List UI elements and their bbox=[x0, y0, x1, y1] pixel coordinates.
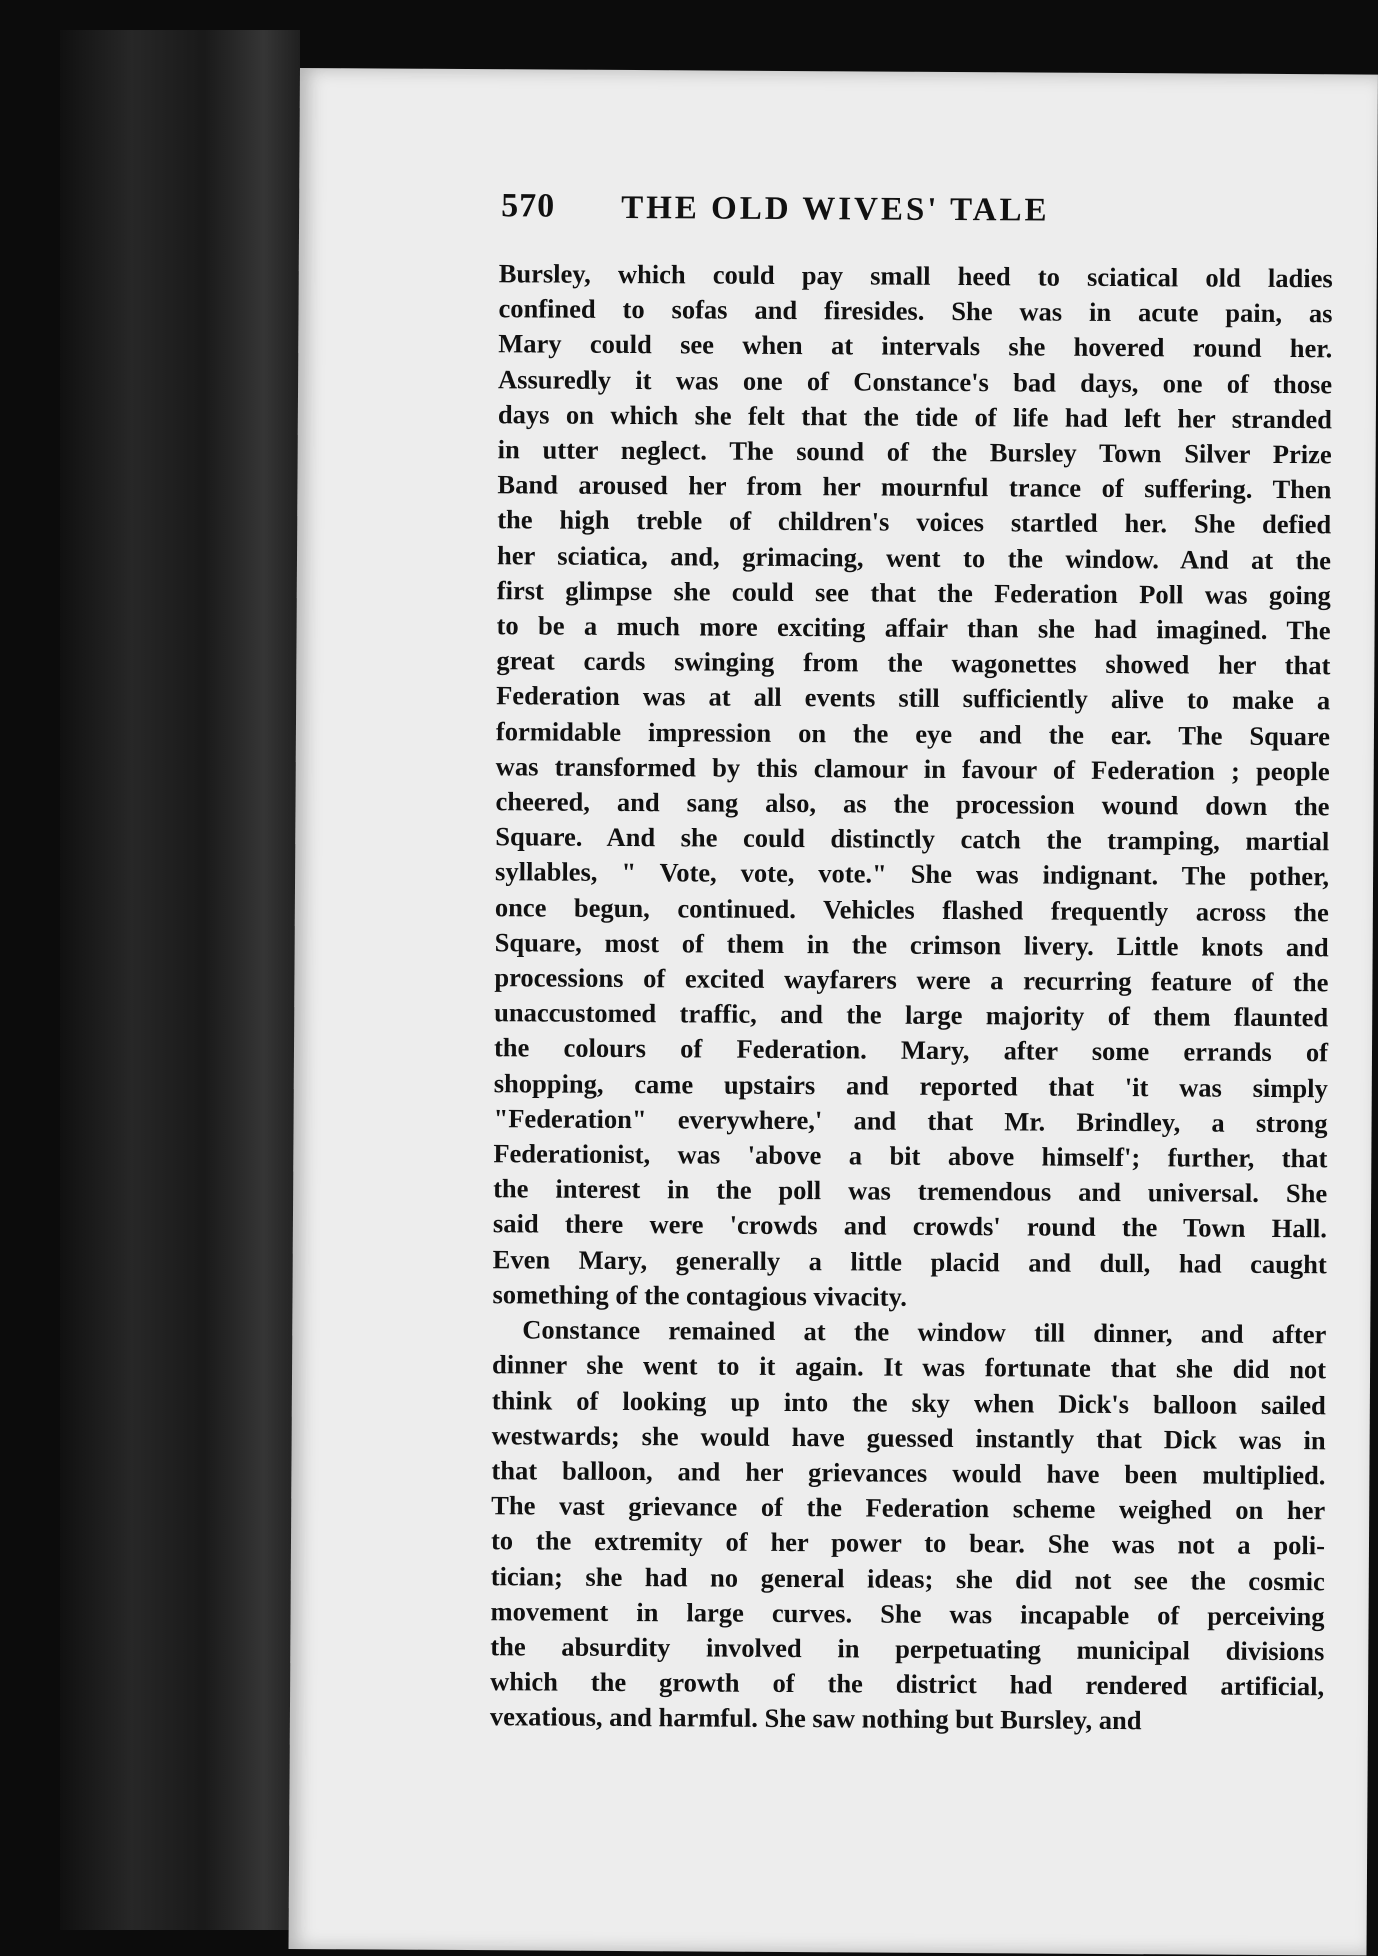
text-line: great cards swinging from the wagonettes showed her that bbox=[496, 645, 1331, 681]
text-line: to be a much more exciting affair than she had imagined. The bbox=[496, 610, 1331, 646]
text-line: unaccustomed traffic, and the large majority of them flaunted bbox=[494, 997, 1329, 1033]
text-line: Even Mary, generally a little placid and dull, had caught bbox=[492, 1243, 1327, 1279]
text-line: her sciatica, and, grimacing, went to the window. And at the bbox=[496, 539, 1332, 575]
text-line: "Federation" everywhere,' and that Mr. Brindley, a strong bbox=[493, 1103, 1328, 1139]
text-line: Constance remained at the window till dinner, and after bbox=[522, 1314, 1327, 1350]
text-line: think of looking up into the sky when Dick's balloon sailed bbox=[491, 1384, 1326, 1420]
text-line: shopping, came upstairs and reported that 'it was simply bbox=[493, 1067, 1328, 1103]
text-line: Band aroused her from her mournful trance of suffering. Then bbox=[497, 469, 1332, 505]
text-line: cheered, and sang also, as the procession wound down the bbox=[495, 786, 1330, 822]
text-line: formidable impression on the eye and the ear. The Square bbox=[495, 715, 1331, 751]
text-line: The vast grievance of the Federation scheme weighed on her bbox=[491, 1490, 1326, 1526]
text-line: Mary could see when at intervals she hovered round her. bbox=[498, 328, 1333, 364]
text-line: Assuredly it was one of Constance's bad days, one of those bbox=[498, 363, 1333, 399]
text-line: in utter neglect. The sound of the Bursley Town Silver Prize bbox=[497, 434, 1332, 470]
text-line: the high treble of children's voices startled her. She defied bbox=[497, 504, 1332, 540]
text-line: the interest in the poll was tremendous and universal. She bbox=[493, 1173, 1328, 1209]
page-header bbox=[501, 187, 1221, 251]
page-number: 570 bbox=[501, 187, 556, 225]
text-line: the colours of Federation. Mary, after some errands of bbox=[493, 1032, 1329, 1068]
text-line: movement in large curves. She was incapable of perceiving bbox=[490, 1595, 1325, 1632]
body-text bbox=[490, 256, 1333, 1740]
text-line: was transformed by this clamour in favour of Federation ; people bbox=[495, 751, 1330, 787]
text-line: Federationist, was 'above a bit above himself'; further, that bbox=[493, 1138, 1328, 1174]
text-line: something of the contagious vivacity. bbox=[492, 1279, 908, 1312]
text-line: syllables, " Vote, vote, vote." She was indignant. The pother, bbox=[495, 856, 1330, 892]
book-spine-edge bbox=[60, 30, 300, 1930]
text-line: processions of excited wayfarers were a recurring feature of the bbox=[494, 962, 1329, 998]
text-line: said there were 'crowds and crowds' round the Town Hall. bbox=[492, 1208, 1328, 1244]
text-line: Square. And she could distinctly catch the tramping, martial bbox=[495, 821, 1330, 857]
text-line: dinner she went to it again. It was fortunate that she did not bbox=[491, 1349, 1327, 1385]
text-line: which the growth of the district had rendered artificial, bbox=[490, 1666, 1325, 1702]
text-line: Bursley, which could pay small heed to sciatical old ladies bbox=[498, 258, 1333, 294]
text-line: the absurdity involved in perpetuating municipal divisions bbox=[490, 1631, 1325, 1667]
text-line: days on which she felt that the tide of life had left her stranded bbox=[497, 399, 1332, 435]
text-line: vexatious, and harmful. She saw nothing but Bursley, and bbox=[489, 1701, 1142, 1736]
text-line: tician; she had no general ideas; she did not see the cosmic bbox=[490, 1560, 1325, 1596]
text-line: confined to sofas and firesides. She was in acute pain, as bbox=[498, 293, 1333, 329]
text-line: to the extremity of her power to bear. She was not a poli- bbox=[490, 1525, 1326, 1561]
running-title: THE OLD WIVES' TALE bbox=[621, 189, 1050, 229]
book-page bbox=[289, 68, 1378, 1956]
text-line: first glimpse she could see that the Federation Poll was going bbox=[496, 575, 1331, 611]
text-line: Square, most of them in the crimson livery. Little knots and bbox=[494, 927, 1329, 963]
text-line: that balloon, and her grievances would have been multiplied. bbox=[491, 1455, 1326, 1491]
text-line: once begun, continued. Vehicles flashed frequently across the bbox=[494, 891, 1329, 927]
text-line: Federation was at all events still sufficiently alive to make a bbox=[496, 680, 1331, 716]
text-line: westwards; she would have guessed instantly that Dick was in bbox=[491, 1419, 1326, 1455]
